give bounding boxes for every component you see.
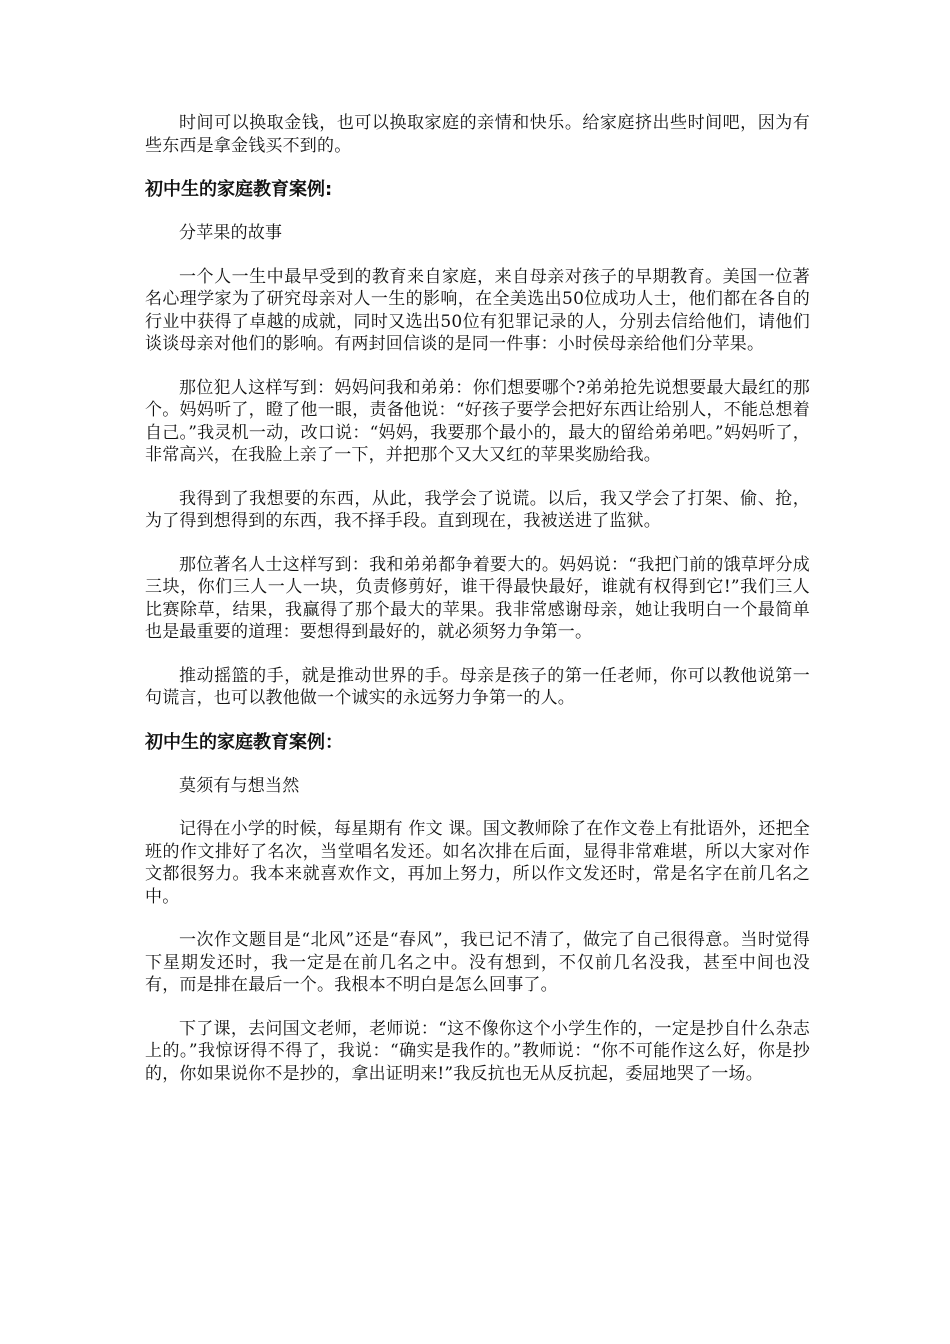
document-page: [145, 112, 810, 1106]
section-subtitle: 分苹果的故事: [179, 223, 283, 243]
body-paragraph: 那位犯人这样写到：妈妈问我和弟弟：你们想要哪个?弟弟抢先说想要最大最红的那个。妈妈听了，瞪了他一眼，责备他说：“好孩子要学会把好东西让给别人，不能总想着自己。”我灵机一动，改口说：“妈妈，我要那个最小的，最大的留给弟弟吧。”妈妈听了，非常高兴，在我脸上亲了一下，并把那个又大又红的苹果奖励给我。: [145, 377, 810, 465]
body-paragraph: 一次作文题目是“北风”还是“春风”，我已记不清了，做完了自己很得意。当时觉得下星期发还时，我一定是在前几名之中。没有想到，不仅前几名没我，甚至中间也没有，而是排在最后一个。我根本不明白是怎么回事了。: [145, 930, 810, 995]
section-heading: 初中生的家庭教育案例：: [145, 731, 343, 753]
section-composition-story: [145, 731, 810, 1086]
body-paragraph: 一个人一生中最早受到的教育来自家庭，来自母亲对孩子的早期教育。美国一位著名心理学家为了研究母亲对人一生的影响，在全美选出50位成功人士，他们都在各自的行业中获得了卓越的成就，同时又选出50位有犯罪记录的人，分别去信给他们，请他们谈谈母亲对他们的影响。有两封回信谈的是同一件事：小时侯母亲给他们分苹果。: [145, 266, 810, 354]
intro-paragraph: 时间可以换取金钱，也可以换取家庭的亲情和快乐。给家庭挤出些时间吧，因为有些东西是拿金钱买不到的。: [145, 113, 810, 156]
body-paragraph: 推动摇篮的手，就是推动世界的手。母亲是孩子的第一任老师，你可以教他说第一句谎言，也可以教他做一个诚实的永远努力争第一的人。: [145, 665, 810, 708]
section-subtitle: 莫须有与想当然: [179, 775, 300, 796]
body-paragraph: 那位著名人士这样写到：我和弟弟都争着要大的。妈妈说：“我把门前的饿草坪分成三块，你们三人一人一块，负责修剪好，谁干得最快最好，谁就有权得到它!”我们三人比赛除草，结果，我赢得了那个最大的苹果。我非常感谢母亲，她让我明白一个最简单也是最重要的道理：要想得到最好的，就必须努力争第一。: [145, 554, 810, 642]
section-apple-story: [145, 178, 810, 710]
body-paragraph: 记得在小学的时候，每星期有 作文 课。国文教师除了在作文卷上有批语外，还把全班的作文排好了名次，当堂唱名发还。如名次排在后面，显得非常难堪，所以大家对作文都很努力。我本来就喜欢作文，再加上努力，所以作文发还时，常是名字在前几名之中。: [145, 819, 810, 907]
body-paragraph: 我得到了我想要的东西，从此，我学会了说谎。以后，我又学会了打架、偷、抢，为了得到想得到的东西，我不择手段。直到现在，我被送进了监狱。: [145, 488, 810, 531]
section-heading: 初中生的家庭教育案例:: [145, 179, 333, 200]
body-paragraph: 下了课，去问国文老师，老师说：“这不像你这个小学生作的，一定是抄自什么杂志上的。”我惊讶得不得了，我说：“确实是我作的。”教师说：“你不可能作这么好，你是抄的，你如果说你不是抄的，拿出证明来!”我反抗也无从反抗起，委屈地哭了一场。: [145, 1018, 810, 1084]
